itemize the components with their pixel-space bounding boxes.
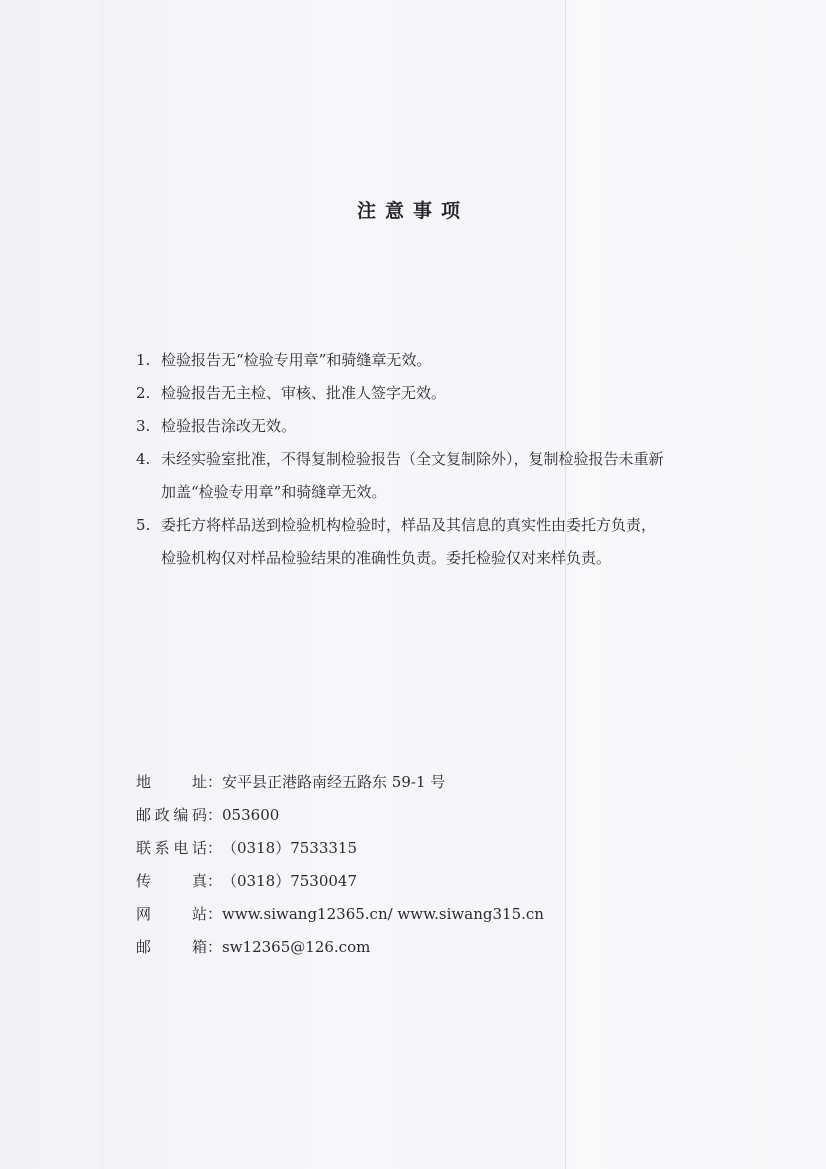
note-item-5 xyxy=(136,509,736,575)
note-number: 5. xyxy=(136,516,151,534)
note-text: 检验报告无主检、审核、批准人签字无效。 xyxy=(161,384,447,402)
page-fold-line xyxy=(565,0,566,1169)
note-text: 未经实验室批准，不得复制检验报告（全文复制除外），复制检验报告未重新 xyxy=(161,450,664,468)
note-number: 1. xyxy=(136,351,151,369)
contact-email xyxy=(136,931,544,964)
address-label: 地址 xyxy=(136,773,207,791)
note-item-4 xyxy=(136,443,736,509)
email-value: sw12365@126.com xyxy=(222,938,371,956)
label-separator: ： xyxy=(207,905,223,923)
note-text: 委托方将样品送到检验机构检验时，样品及其信息的真实性由委托方负责， xyxy=(161,516,657,534)
page-edge-shadow xyxy=(102,0,103,1169)
notes-list xyxy=(136,344,736,575)
note-text: 检验报告无“检验专用章”和骑缝章无效。 xyxy=(161,351,432,369)
label-separator: ： xyxy=(207,872,223,890)
note-item-2 xyxy=(136,377,736,410)
note-item-1 xyxy=(136,344,736,377)
label-separator: ： xyxy=(207,938,223,956)
label-separator: ： xyxy=(207,839,223,857)
website-label: 网站 xyxy=(136,905,207,923)
note-item-3 xyxy=(136,410,736,443)
email-label: 邮箱 xyxy=(136,938,207,956)
postcode-label: 邮政编码 xyxy=(136,806,207,824)
page-title: 注意事项 xyxy=(356,200,469,222)
address-value: 安平县正港路南经五路东 59-1 号 xyxy=(222,773,446,791)
label-separator: ： xyxy=(207,806,223,824)
website-value: www.siwang12365.cn/ www.siwang315.cn xyxy=(222,905,544,923)
note-text-continued: 检验机构仅对样品检验结果的准确性负责。委托检验仅对来样负责。 xyxy=(161,549,612,567)
fax-value: （0318）7530047 xyxy=(222,872,357,890)
note-text: 检验报告涂改无效。 xyxy=(161,417,297,435)
fax-label: 传真 xyxy=(136,872,207,890)
note-number: 4. xyxy=(136,450,151,468)
contact-website xyxy=(136,898,544,931)
contact-info xyxy=(136,766,544,964)
phone-value: （0318）7533315 xyxy=(222,839,357,857)
note-text-continued: 加盖“检验专用章”和骑缝章无效。 xyxy=(161,483,387,501)
note-number: 3. xyxy=(136,417,151,435)
label-separator: ： xyxy=(207,773,223,791)
postcode-value: 053600 xyxy=(222,806,280,824)
contact-fax xyxy=(136,865,544,898)
contact-phone xyxy=(136,832,544,865)
contact-address xyxy=(136,766,544,799)
contact-postcode xyxy=(136,799,544,832)
note-number: 2. xyxy=(136,384,151,402)
phone-label: 联系电话 xyxy=(136,839,207,857)
